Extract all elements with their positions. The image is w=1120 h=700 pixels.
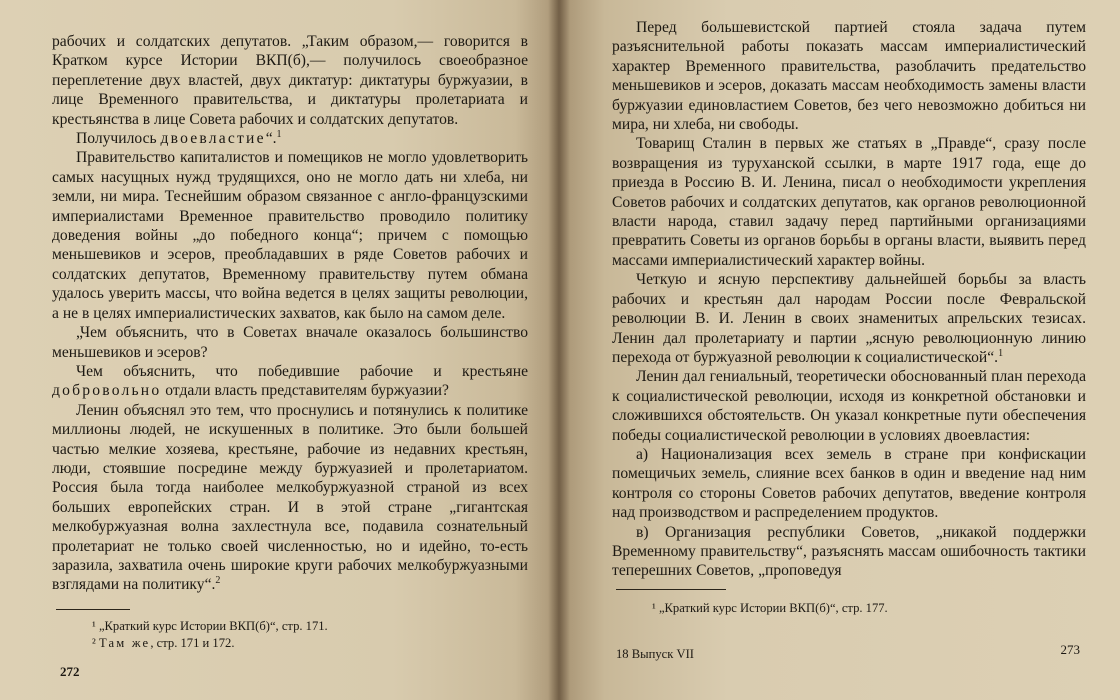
page-number-right: 273 [1060,642,1080,657]
footnote-divider [616,589,726,590]
paragraph: Перед большевистской партией стояла задача путем разъяснительной работы показать массам империалистический характер Временного правительства, разоблачить предательство меньшевиков и эсеров, доказать массам необходимость замены власти буржуазии единовластием Советов, без чего невозможно добиться ни мира, ни хлеба, ни свободы. [612,19,1086,134]
page-number-left: 272 [60,664,80,679]
right-page-text [612,18,1086,581]
paragraph: Товарищ Сталин в первых же статьях в „Правде“, сразу после возвращения из туруханской ссылки, в марте 1917 года, еще до приезда в Россию В. И. Ленина, писал о необходимости укрепления Советов рабочих и солдатских депутатов, как органов революционной власти народа, ставил задачу перед партийными организациями превратить Советы из органов борьбы в органы власти, выявить перед массами империалистический характер войны. [612,135,1086,269]
paragraph: рабочих и солдатских депутатов. „Таким образом,— говорится в Кратком курсе Истории ВКП(б),— получилось своеобразное переплетение двух властей, двух диктатур: диктатуры буржуазии, в лице Временного правительства, и диктатуры пролетариата и крестьянства в лице Совета рабочих и солдатских депутатов. [52,33,528,128]
paragraph: Правительство капиталистов и помещиков не могло удовлетворить самых насущных нужд трудящихся, оно не могло дать ни хлеба, ни земли, ни мира. Теснейшим образом связанное с англо-французскими империалистами Временное правительство проводило политику доведения войны „до победного конца“; причем с помощью меньшевиков и эсеров, преобладавших в ряде Советов рабочих и солдатских депутатов, Временному правительству путем обмана удалось уверить массы, что война ведется в целях защиты революции, а не в целях империалистических захватов, как было на самом деле. [52,149,528,322]
left-footnotes [52,618,528,652]
footnote: ² Там же, стр. 171 и 172. [92,635,235,650]
paragraph: „Чем объяснить, что в Советах вначале оказалось большинство меньшевиков и эсеров? [52,324,528,361]
footnote-ref: 1 [276,128,282,140]
footnote: ¹ „Краткий курс Истории ВКП(б)“, стр. 171. [92,618,328,633]
footnote-ref: 1 [998,347,1004,359]
left-page-text [52,32,528,595]
paragraph: Четкую и ясную перспективу дальнейшей борьбы за власть рабочих и крестьян дал народам России после Февральской революции В. И. Ленин в своих знаменитых апрельских тезисах. Ленин дал пролетариату и партии „ясную революционную линию перехода от буржуазной революции к социалистической“.$^1$ [612,271,1086,366]
paragraph: Ленин объяснял это тем, что проснулись и потянулись к политике миллионы людей, не искушенных в политике. Это были большей частью мелкие хозяева, крестьяне, рабочие из недавних крестьян, люди, стоявшие посредине между буржуазией и пролетариатом. Россия была тогда наиболее мелкобуржуазной страной из всех больших европейских стран. И в этой стране „гигантская мелкобуржуазная волна захлестнула все, подавила сознательный пролетариат не только своей численностью, но и идейно, то-есть заразила, захватила очень широкие круги рабочих мелкобуржуазными взглядами на политику“.$^2$ [52,401,528,594]
footnote-divider [56,609,130,610]
right-page [560,0,1120,700]
paragraph: Чем объяснить, что победившие рабочие и крестьяне добровольно отдали власть представителям буржуазии? [52,362,528,400]
book-gutter [548,0,570,700]
right-footnotes [612,600,1086,617]
paragraph: Получилось двоевластие“.$^1$ [76,128,282,148]
paragraph: а) Национализация всех земель в стране при конфискации помещичьих земель, слияние всех банков в один и введение над ним контроля со стороны Советов рабочих депутатов, введение контроля над производством и распределением продуктов. [612,445,1086,522]
paragraph: Ленин дал гениальный, теоретически обоснованный план перехода к социалистической революции, исходя из конкретной обстановки и сложившихся обстоятельств. Он указал конкретные пути обеспечения победы социалистической революции в условиях двоевластия: [612,368,1086,444]
signature-mark: 18 Выпуск VII [616,647,694,661]
paragraph: в) Организация республики Советов, „никакой поддержки Временному правительству“, разъяснять массам ошибочность тактики теперешних Советов, „проповедуя [612,523,1086,580]
footnote: ¹ „Краткий курс Истории ВКП(б)“, стр. 177. [652,600,888,615]
footnote-ref: 2 [215,575,221,587]
